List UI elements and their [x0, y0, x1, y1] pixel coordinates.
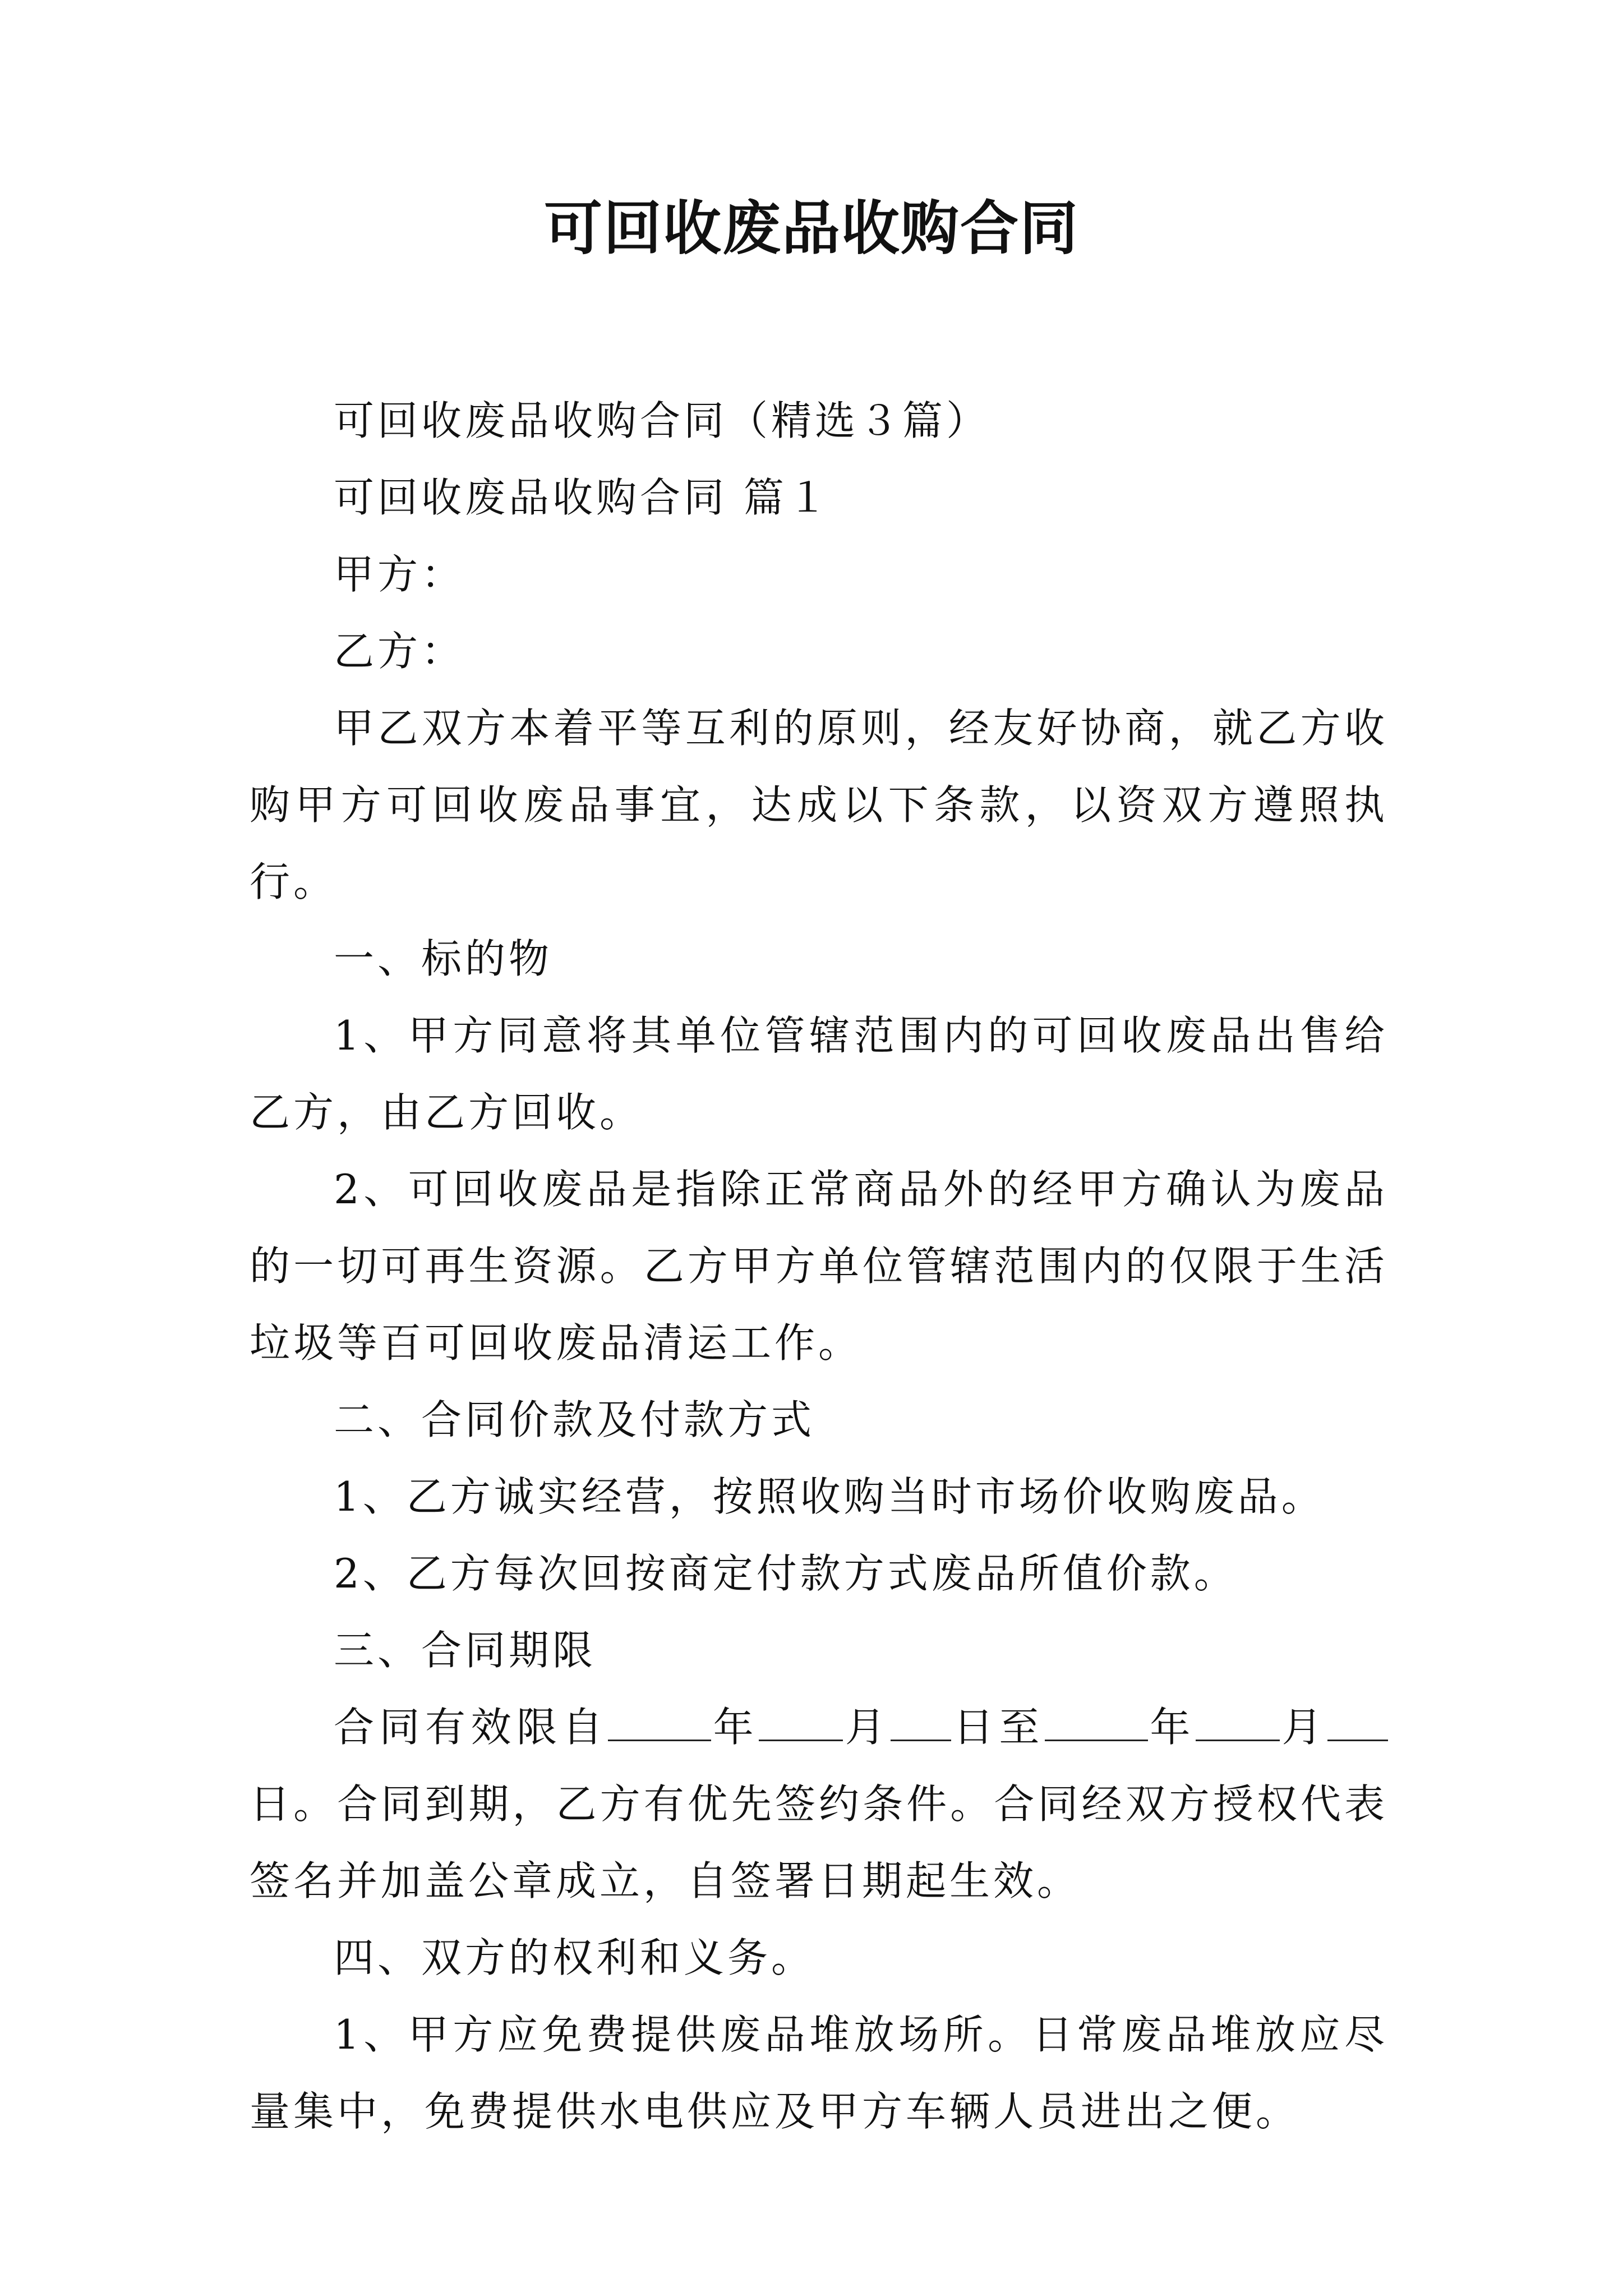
blank-end-year	[1045, 1703, 1148, 1741]
section4-title: 四、双方的权利和义务。	[334, 1934, 815, 1981]
section4-item1: 1、甲方应免费提供废品堆放场所。日常废品堆放应尽量集中，免费提供水电供应及甲方车辆人员进出之便。	[250, 2011, 1388, 2135]
party-b-label: 乙方：	[334, 628, 465, 675]
section2-item2: 2、乙方每次回按商定付款方式废品所值价款。	[334, 1550, 1238, 1597]
term-prefix: 合同有效限自	[334, 1704, 608, 1751]
section2-item1: 1、乙方诚实经营，按照收购当时市场价收购废品。	[334, 1473, 1325, 1520]
blank-start-day	[891, 1703, 951, 1741]
document-title: 可回收废品收购合同	[543, 194, 1079, 263]
blank-end-day	[1327, 1703, 1388, 1741]
intro-paragraph: 甲乙双方本着平等互利的原则，经友好协商，就乙方收购甲方可回收废品事宜，达成以下条款，以资双方遵照执行。	[250, 705, 1388, 905]
blank-end-month	[1196, 1703, 1280, 1741]
term-year2: 年	[1147, 1704, 1196, 1751]
blank-start-month	[759, 1703, 843, 1741]
section1-title: 一、标的物	[334, 935, 553, 982]
section1-item1: 1、甲方同意将其单位管辖范围内的可回收废品出售给乙方，由乙方回收。	[250, 1012, 1388, 1136]
section3-term-paragraph	[250, 1689, 1388, 1920]
term-month2: 月	[1279, 1704, 1327, 1751]
term-rest: 日。合同到期，乙方有优先签约条件。合同经双方授权代表签名并加盖公章成立，自签署日期起生效。	[250, 1780, 1388, 1904]
document-body	[250, 383, 1388, 2150]
section2-title: 二、合同价款及付款方式	[334, 1396, 815, 1443]
term-month1: 月	[843, 1704, 891, 1751]
term-day-to: 日至	[951, 1704, 1045, 1751]
section3-title: 三、合同期限	[334, 1627, 597, 1674]
subtitle: 可回收废品收购合同（精选３篇）	[334, 397, 990, 444]
part-heading: 可回收废品收购合同 篇１	[334, 474, 831, 521]
blank-start-year	[608, 1703, 711, 1741]
term-year1: 年	[711, 1704, 759, 1751]
section1-item2: 2、可回收废品是指除正常商品外的经甲方确认为废品的一切可再生资源。乙方甲方单位管辖范围内的仅限于生活垃圾等百可回收废品清运工作。	[250, 1166, 1388, 1366]
party-a-label: 甲方：	[334, 551, 465, 598]
